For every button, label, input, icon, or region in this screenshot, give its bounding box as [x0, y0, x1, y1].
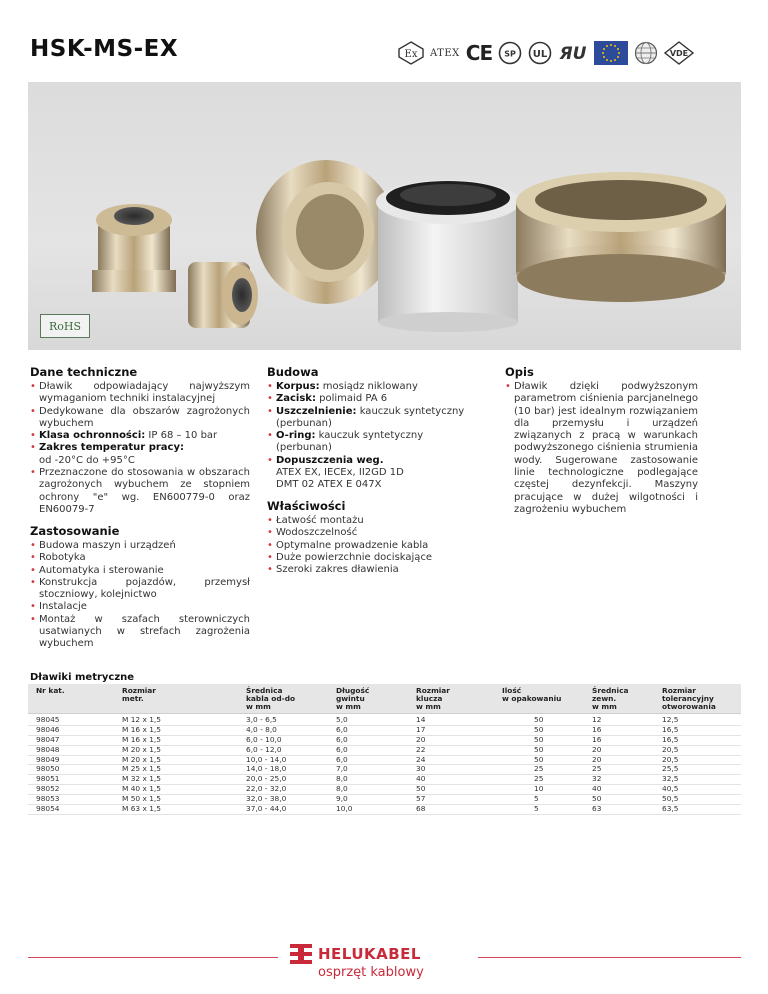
table-cell: 20 [416, 734, 426, 744]
table-cell: 50 [534, 744, 544, 754]
zastosowanie-list [30, 540, 250, 651]
table-cell: 98053 [36, 794, 60, 804]
table-cell: 50 [534, 715, 544, 724]
ul-mark-icon [528, 41, 552, 65]
product-title: HSK-MS-EX [30, 36, 179, 62]
table-cell: 50 [534, 724, 544, 734]
list-item: • Szeroki zakres dławienia [267, 564, 491, 576]
wlasciwosci-list [267, 515, 491, 576]
table-cell: 16 [592, 724, 602, 734]
table-cell: 50,5 [662, 794, 679, 804]
list-item: • Duże powierzchnie dociskające [267, 552, 491, 564]
budowa-list [267, 381, 491, 492]
table-cell: 40 [592, 784, 602, 794]
list-item: • Zacisk: polimaid PA 6 [267, 393, 491, 405]
table-cell: 63 [592, 804, 602, 814]
table-cell: 63,5 [662, 804, 679, 814]
list-item: • Wodoszczelność [267, 527, 491, 539]
table-cell: 6,0 [336, 724, 348, 734]
atex-label: ATEX [430, 47, 460, 59]
table-cell: 9,0 [336, 794, 348, 804]
header-nr-kat: Nr kat. [36, 686, 65, 695]
table-cell: 14 [416, 715, 426, 724]
table-cell: 20,5 [662, 744, 679, 754]
opis-text: • Dławik dzięki podwyższonym parametrom ciśnienia parcjanelnego (10 bar) jest idealnym rozwiązaniem dla przemysłu i urządzeń związanych z pracą w warunkach podwyższonego ciśnienia strumienia wody. Sugerowane zastosowanie linie technologiczne podlegające częstej dezynfekcji. Maszyny pracujące w dużej wilgotności i zagrożeniu wybuchem [505, 381, 698, 516]
list-item: • Robotyka [30, 552, 250, 564]
table-cell: 98047 [36, 734, 60, 744]
svg-text:VDE: VDE [669, 49, 689, 58]
table-cell: 10,0 [336, 804, 353, 814]
table-cell: 20,5 [662, 754, 679, 764]
table-cell: 16,5 [662, 734, 679, 744]
table-cell: 25 [534, 764, 544, 774]
svg-text:Ex: Ex [404, 49, 418, 60]
list-item: • Korpus: mosiądz niklowany [267, 381, 491, 393]
table-cell: 50 [416, 784, 426, 794]
list-item: • Dopuszczenia weg. ATEX EX, IECEx, II2GD 1D DMT 02 ATEX E 047X [267, 455, 491, 492]
helukabel-mark-icon [290, 944, 312, 964]
table-cell: 4,0 - 8,0 [246, 724, 277, 734]
list-item: • Automatyka i sterowanie [30, 565, 250, 577]
table-cell: M 32 x 1,5 [122, 774, 161, 784]
cable-glands-image [28, 82, 741, 350]
wlasciwosci-heading: Właściwości [267, 499, 346, 513]
list-item: • Instalacje [30, 601, 250, 613]
table-cell: 10 [534, 784, 544, 794]
list-item: • Uszczelnienie: kauczuk syntetyczny (perbunan) [267, 406, 491, 431]
list-item: • Konstrukcja pojazdów, przemysł stoczniowy, kolejnictwo [30, 577, 250, 602]
brand-name: HELUKABEL [318, 945, 421, 963]
table-cell: 98048 [36, 744, 60, 754]
table-cell: 30 [416, 764, 426, 774]
ur-mark-icon [558, 42, 588, 64]
table-cell: 20 [592, 744, 602, 754]
table-cell: M 40 x 1,5 [122, 784, 161, 794]
table-cell: 10,0 - 14,0 [246, 754, 287, 764]
table-cell: 3,0 - 6,5 [246, 715, 277, 724]
list-item: • Łatwość montażu [267, 515, 491, 527]
footer-rule-left [28, 957, 278, 958]
dane-techniczne-list [30, 381, 250, 516]
table-cell: 5 [534, 804, 539, 814]
table-cell: 16,5 [662, 724, 679, 734]
table-cell: M 16 x 1,5 [122, 724, 161, 734]
header-dlugosc-gwintu: Długość gwintu w mm [336, 686, 370, 712]
table-cell: 12,5 [662, 715, 679, 724]
table-header [28, 684, 741, 714]
eu-flag-icon [594, 41, 628, 65]
zastosowanie-heading: Zastosowanie [30, 524, 120, 538]
table-cell: 7,0 [336, 764, 348, 774]
table-cell: 6,0 [336, 744, 348, 754]
table-cell: 98054 [36, 804, 60, 814]
list-item: • Montaż w szafach sterowniczych usatwianych w strefach zagrożenia wybuchem [30, 614, 250, 651]
table-cell: 22,0 - 32,0 [246, 784, 287, 794]
table-cell: 50 [534, 734, 544, 744]
list-item: • Budowa maszyn i urządzeń [30, 540, 250, 552]
table-cell: 32,0 - 38,0 [246, 794, 287, 804]
table-cell: 50 [592, 794, 602, 804]
opis-heading: Opis [505, 365, 534, 379]
list-item: • Dedykowane dla obszarów zagrożonych wybuchem [30, 406, 250, 431]
table-cell: 40 [416, 774, 426, 784]
opis-list [505, 381, 698, 516]
table-cell: 50 [534, 754, 544, 764]
table-cell: 14,0 - 18,0 [246, 764, 287, 774]
table-title: Dławiki metryczne [30, 672, 135, 683]
table-cell: 8,0 [336, 774, 348, 784]
globe-mark-icon [634, 41, 658, 65]
table-cell: 25,5 [662, 764, 679, 774]
certification-marks [398, 40, 740, 66]
list-item: • Przeznaczone do stosowania w obszarach zagrożonych wybuchem ze stopniem ochrony "e" wg. EN600779-0 oraz EN60079-7 [30, 467, 250, 516]
table-cell: 32 [592, 774, 602, 784]
table-cell: 68 [416, 804, 426, 814]
table-row [28, 805, 741, 815]
table-cell: 40,5 [662, 784, 679, 794]
table-cell: 57 [416, 794, 426, 804]
list-item: • Optymalne prowadzenie kabla [267, 540, 491, 552]
table-cell: 8,0 [336, 784, 348, 794]
ex-mark-icon [398, 41, 424, 65]
table-cell: 12 [592, 715, 602, 724]
table-cell: 6,0 [336, 754, 348, 764]
table-cell: 25 [592, 764, 602, 774]
product-photo [28, 82, 741, 350]
svg-text:ЯU: ЯU [559, 44, 587, 64]
footer-rule-right [478, 957, 741, 958]
list-item: • Zakres temperatur pracy: od -20°C do +95°C [30, 442, 250, 467]
table-cell: 98046 [36, 724, 60, 734]
table-cell: 5,0 [336, 715, 348, 724]
helukabel-logo [290, 944, 470, 964]
table-cell: M 20 x 1,5 [122, 754, 161, 764]
table-cell: 16 [592, 734, 602, 744]
header-srednica-kabla: Średnica kabla od-do w mm [246, 686, 296, 712]
list-item: • Dławik odpowiadający najwyższym wymaganiom techniki instalacyjnej [30, 381, 250, 406]
header-rozmiar-tolerancyjny: Rozmiar tolerancyjny otworowania [662, 686, 716, 712]
table-body [28, 714, 741, 815]
table-cell: 25 [534, 774, 544, 784]
table-cell: 6,0 - 10,0 [246, 734, 282, 744]
svg-text:UL: UL [532, 49, 548, 60]
table-cell: 98051 [36, 774, 60, 784]
table-cell: 6,0 - 12,0 [246, 744, 282, 754]
metric-glands-table [28, 684, 741, 815]
vde-mark-icon [664, 41, 694, 65]
table-cell: 98049 [36, 754, 60, 764]
ce-mark-icon: CE [465, 41, 493, 65]
table-cell: 6,0 [336, 734, 348, 744]
table-cell: M 16 x 1,5 [122, 734, 161, 744]
table-cell: 20 [592, 754, 602, 764]
table-cell: 17 [416, 724, 426, 734]
table-cell: M 20 x 1,5 [122, 744, 161, 754]
table-cell: 20,0 - 25,0 [246, 774, 287, 784]
rohs-badge: RoHS [40, 314, 90, 338]
table-cell: 98050 [36, 764, 60, 774]
table-cell: 98045 [36, 715, 60, 724]
header-rozmiar-metr: Rozmiar metr. [122, 686, 156, 704]
header-rozmiar-klucza: Rozmiar klucza w mm [416, 686, 450, 712]
table-cell: 22 [416, 744, 426, 754]
table-cell: 32,5 [662, 774, 679, 784]
dane-techniczne-heading: Dane techniczne [30, 365, 138, 379]
table-cell: M 50 x 1,5 [122, 794, 161, 804]
header-ilosc: Ilość w opakowaniu [502, 686, 562, 704]
svg-text:SP: SP [504, 49, 516, 59]
table-cell: 5 [534, 794, 539, 804]
csa-mark-icon [498, 41, 522, 65]
list-item: • Klasa ochronności: IP 68 – 10 bar [30, 430, 250, 442]
table-cell: M 63 x 1,5 [122, 804, 161, 814]
table-cell: 37,0 - 44,0 [246, 804, 287, 814]
table-cell: 98052 [36, 784, 60, 794]
header-srednica-zewn: Średnica zewn. w mm [592, 686, 629, 712]
budowa-heading: Budowa [267, 365, 319, 379]
table-cell: M 25 x 1,5 [122, 764, 161, 774]
list-item: • O-ring: kauczuk syntetyczny (perbunan) [267, 430, 491, 455]
table-cell: 24 [416, 754, 426, 764]
footer-tagline: osprzęt kablowy [318, 965, 424, 980]
table-cell: M 12 x 1,5 [122, 715, 161, 724]
